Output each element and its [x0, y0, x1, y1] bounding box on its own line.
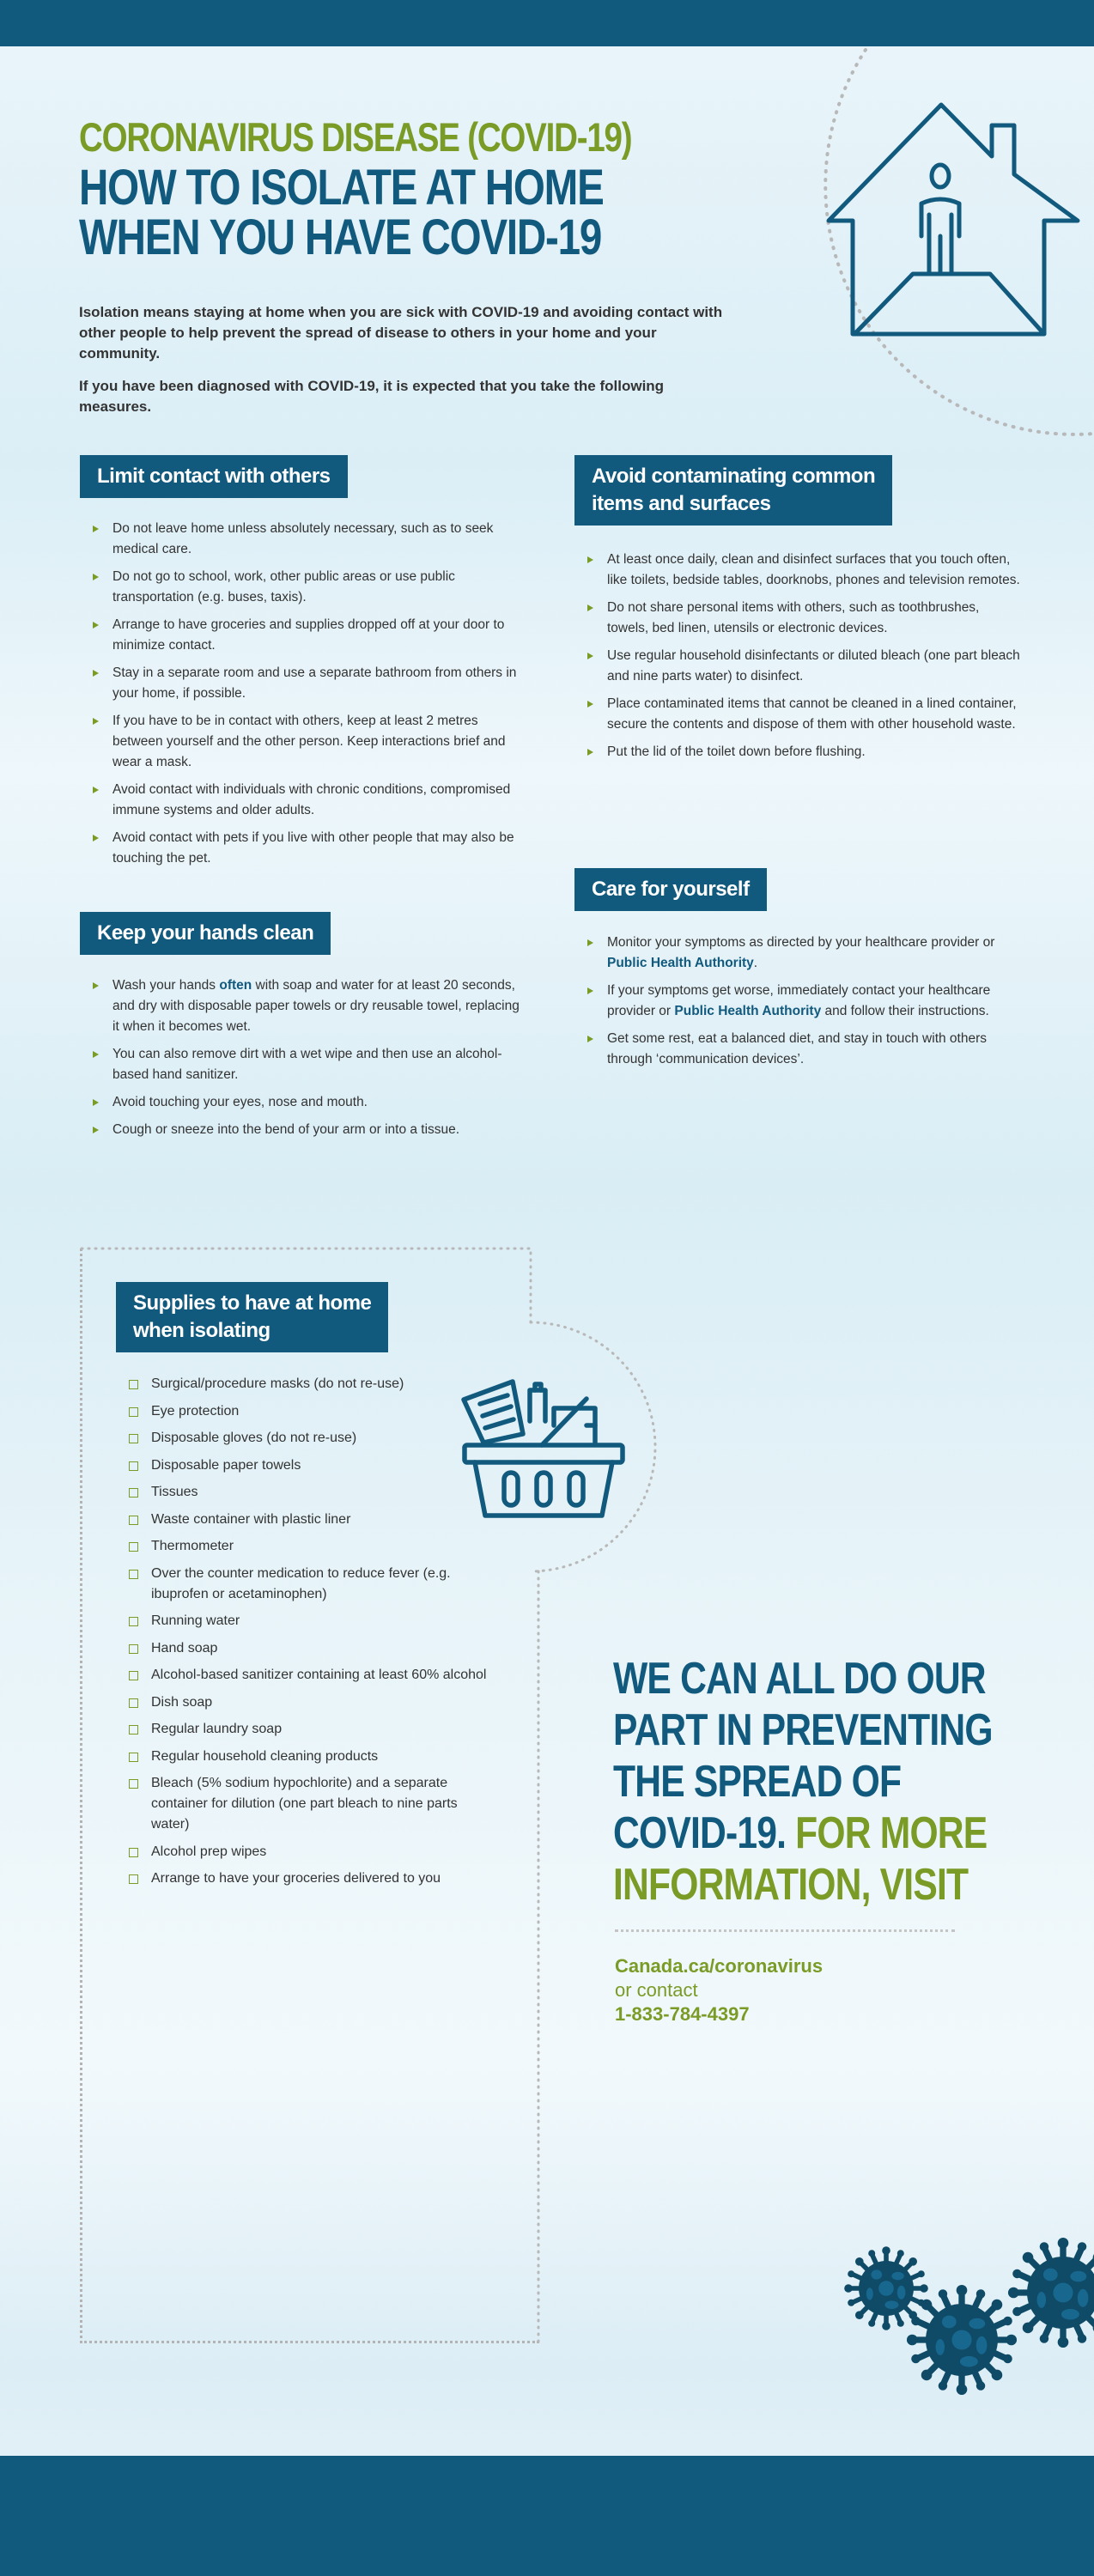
checklist-item: [127, 1564, 488, 1605]
list-item-text: Get some rest, eat a balanced diet, and stay in touch with others through ‘communication devices’.: [607, 1031, 987, 1066]
section-heading-line-2: items and surfaces: [592, 492, 771, 515]
list-item-text: with soap and water for at least 20 seconds, and dry with disposable paper towels or dry reusable towel, replacing it when it becomes wet.: [112, 978, 520, 1034]
checklist-item-text: Dish soap: [151, 1694, 213, 1710]
or-contact-label: or contact: [615, 1979, 698, 2001]
list-item-text: Do not share personal items with others, such as toothbrushes, towels, bed linen, utensils or electronic devices.: [607, 600, 980, 635]
checklist-item-text: Running water: [151, 1613, 240, 1628]
contact-info: [615, 1954, 823, 2026]
supertitle: CORONAVIRUS DISEASE (COVID-19): [79, 114, 632, 160]
list-item-text: You can also remove dirt with a wet wipe and then use an alcohol-based hand sanitizer.: [112, 1047, 502, 1082]
list-item-text: At least once daily, clean and disinfect surfaces that you touch often, like toilets, bedside tables, doorknobs, phones and television remotes.: [607, 552, 1020, 587]
checklist-item: [127, 1536, 488, 1557]
checkbox-icon[interactable]: [129, 1671, 138, 1680]
checklist-item-text: Hand soap: [151, 1640, 218, 1656]
checklist-item: [127, 1665, 488, 1686]
page-title-line-2: WHEN YOU HAVE COVID-19: [79, 210, 602, 265]
list-item-text: Stay in a separate room and use a separate bathroom from others in your home, if possible.: [112, 665, 517, 701]
virus-icon: [1008, 2238, 1094, 2348]
cta-line-2: PART IN PREVENTING: [613, 1705, 993, 1755]
virus-icon: [907, 2285, 1017, 2395]
checkbox-icon[interactable]: [129, 1461, 138, 1471]
checklist-item-text: Arrange to have your groceries delivered to you: [151, 1871, 441, 1886]
checklist-item: [127, 1719, 488, 1740]
section-heading-line-1: Supplies to have at home: [133, 1291, 372, 1315]
checklist-item: [127, 1692, 488, 1713]
intro-paragraph-2: If you have been diagnosed with COVID-19, it is expected that you take the following measures.: [79, 378, 665, 415]
cta-line-3: THE SPREAD OF: [613, 1757, 902, 1807]
list-item-text: Avoid contact with pets if you live with other people that may also be touching the pet.: [112, 830, 514, 866]
list-item-text: Arrange to have groceries and supplies dropped off at your door to minimize contact.: [112, 617, 505, 653]
checkbox-icon[interactable]: [129, 1488, 138, 1498]
cta-line-4-green: FOR MORE: [786, 1808, 988, 1858]
checklist-item: [127, 1482, 488, 1503]
list-item-text: Monitor your symptoms as directed by your healthcare provider or: [607, 935, 995, 950]
section-heading-line-1: Avoid contaminating common: [592, 465, 876, 488]
list-item-text: Do not leave home unless absolutely necessary, such as to seek medical care.: [112, 521, 494, 556]
list-item-text: If your symptoms get worse, immediately contact your healthcare provider or: [607, 983, 991, 1018]
checkbox-icon[interactable]: [129, 1698, 138, 1708]
public-health-authority-link[interactable]: Public Health Authority: [607, 956, 754, 970]
checkbox-icon[interactable]: [129, 1380, 138, 1389]
checklist-item-text: Disposable gloves (do not re-use): [151, 1431, 357, 1445]
checklist-item-text: Alcohol prep wipes: [151, 1844, 267, 1859]
checklist-item-text: Surgical/procedure masks (do not re-use): [151, 1376, 404, 1391]
section-heading-label: Keep your hands clean: [97, 921, 314, 945]
virus-icons: [824, 2198, 1094, 2404]
checklist-item-text: Alcohol-based sanitizer containing at least 60% alcohol: [151, 1668, 487, 1682]
checklist-item: [127, 1747, 488, 1767]
page-title-line-1: HOW TO ISOLATE AT HOME: [79, 160, 604, 216]
checklist-item-text: Regular household cleaning products: [151, 1748, 379, 1764]
list-item-text: Do not go to school, work, other public areas or use public transportation (e.g. buses, taxis).: [112, 569, 455, 605]
checklist-item-text: Disposable paper towels: [151, 1457, 301, 1473]
list-item-text: Avoid contact with individuals with chronic conditions, compromised immune systems and older adults.: [112, 782, 511, 817]
list-item-text: Use regular household disinfectants or diluted bleach (one part bleach and nine parts water) to disinfect.: [607, 648, 1020, 683]
checkbox-icon[interactable]: [129, 1570, 138, 1579]
checkbox-icon[interactable]: [129, 1753, 138, 1762]
checklist-item: [127, 1611, 488, 1631]
intro-paragraph-1: Isolation means staying at home when you are sick with COVID-19 and avoiding contact with other people to help prevent the spread of disease to others in your home and your community.: [79, 304, 723, 361]
checklist-item: [127, 1842, 488, 1862]
section-heading-label: Limit contact with others: [97, 465, 331, 488]
list-item-text: Avoid touching your eyes, nose and mouth.: [112, 1095, 368, 1109]
checklist-item: [127, 1868, 488, 1889]
checkbox-icon[interactable]: [129, 1516, 138, 1525]
list-item-text: Cough or sneeze into the bend of your arm or into a tissue.: [112, 1122, 460, 1137]
list-item-text: Wash your hands: [112, 978, 220, 993]
section-heading-line-2: when isolating: [133, 1319, 270, 1342]
list-item-text: and follow their instructions.: [821, 1004, 989, 1018]
checklist-item-text: Tissues: [151, 1485, 198, 1499]
checkbox-icon[interactable]: [129, 1407, 138, 1417]
checklist-item: [127, 1773, 488, 1835]
list-item-text: Put the lid of the toilet down before flushing.: [607, 744, 866, 759]
checkbox-icon[interactable]: [129, 1848, 138, 1857]
list-item-text: Place contaminated items that cannot be cleaned in a lined container, secure the contents and dispose of them with other household waste.: [607, 696, 1017, 732]
cta-line-5: INFORMATION, VISIT: [613, 1860, 969, 1910]
checkbox-icon[interactable]: [129, 1617, 138, 1626]
checkbox-icon[interactable]: [129, 1434, 138, 1443]
call-to-action-heading: [613, 1653, 993, 1911]
checklist-item: [127, 1455, 488, 1476]
checklist-item-text: Over the counter medication to reduce fever (e.g. ibuprofen or acetaminophen): [151, 1565, 451, 1601]
list-item-text: .: [753, 956, 758, 970]
checklist-item-text: Regular laundry soap: [151, 1722, 283, 1736]
checklist-item: [127, 1401, 488, 1422]
checkbox-icon[interactable]: [129, 1725, 138, 1735]
phone-number-link[interactable]: 1-833-784-4397: [615, 2003, 750, 2025]
emphasis-often: often: [219, 978, 252, 993]
checkbox-icon[interactable]: [129, 1874, 138, 1884]
section-heading-supplies: [116, 1282, 388, 1352]
checkbox-icon[interactable]: [129, 1644, 138, 1654]
checkbox-icon[interactable]: [129, 1542, 138, 1552]
website-link[interactable]: Canada.ca/coronavirus: [615, 1955, 824, 1977]
checklist-item-text: Eye protection: [151, 1403, 240, 1419]
public-health-authority-link[interactable]: Public Health Authority: [674, 1004, 822, 1018]
dotted-divider: [615, 1929, 955, 1932]
checkbox-icon[interactable]: [129, 1779, 138, 1789]
cta-line-1: WE CAN ALL DO OUR: [613, 1654, 986, 1704]
checklist-item: [127, 1428, 488, 1449]
checklist-item: [127, 1510, 488, 1530]
checklist-item: [127, 1374, 488, 1394]
supplies-checklist: [127, 1374, 488, 1896]
list-item-text: If you have to be in contact with others, keep at least 2 metres between yourself and the other person. Keep interactions brief and wear a mask.: [112, 714, 506, 769]
checklist-item-text: Thermometer: [151, 1539, 234, 1553]
cta-line-4-blue: COVID-19.: [613, 1808, 787, 1858]
checklist-item: [127, 1638, 488, 1659]
checklist-item-text: Waste container with plastic liner: [151, 1511, 351, 1527]
checklist-item-text: Bleach (5% sodium hypochlorite) and a separate container for dilution (one part bleach to nine parts water): [151, 1776, 458, 1832]
bottom-banner: [0, 2456, 1094, 2576]
section-heading-label: Care for yourself: [592, 878, 750, 901]
